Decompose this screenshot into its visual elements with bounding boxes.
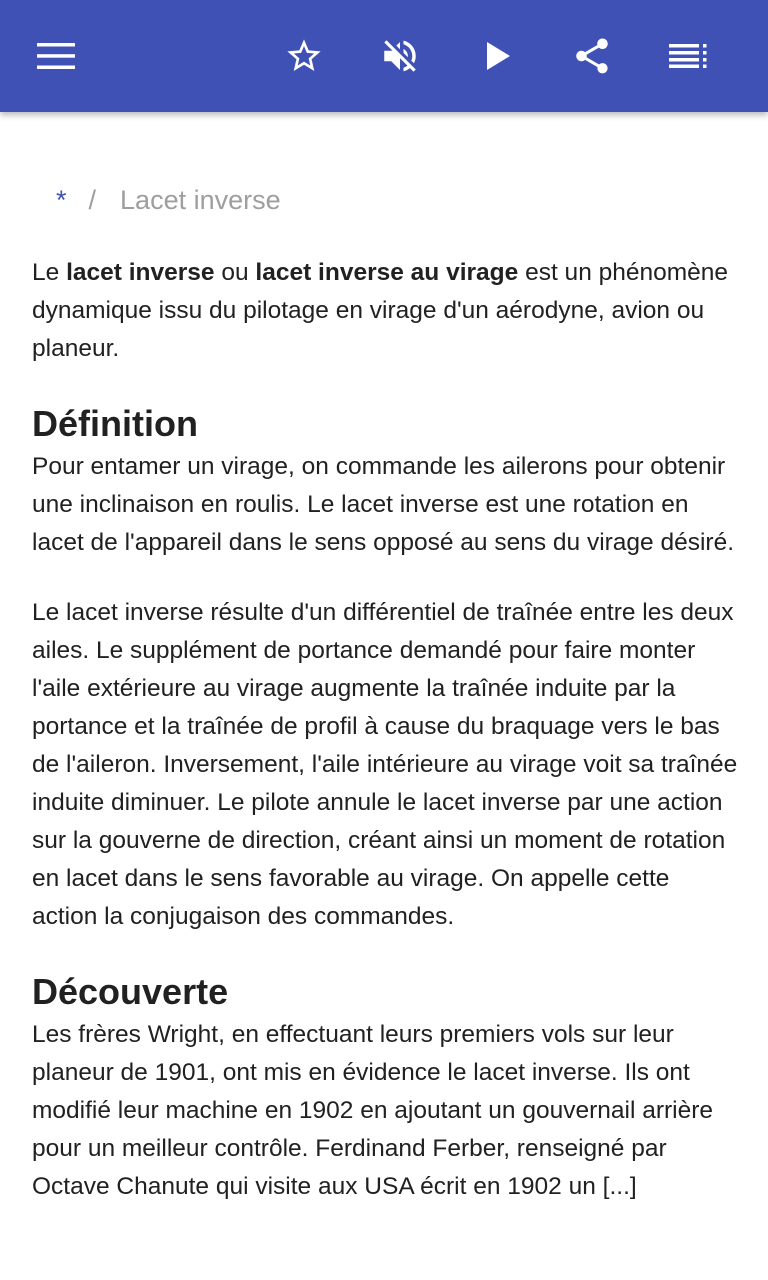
- breadcrumb-home-link[interactable]: *: [56, 184, 67, 215]
- article-view[interactable]: [0, 112, 768, 1280]
- definition-paragraph-1: Pour entamer un virage, on commande les ailerons pour obtenir une inclinaison en roulis. Le lacet inverse est une rotation en lacet de l'appareil dans le sens opposé au sens du virage désiré.: [32, 453, 735, 556]
- star-outline-icon: [283, 36, 325, 76]
- play-button[interactable]: [470, 28, 526, 84]
- share-button[interactable]: [564, 28, 620, 84]
- table-of-contents-icon: [669, 44, 707, 68]
- breadcrumb-separator: /: [88, 184, 97, 215]
- intro-text-1: Le: [32, 259, 67, 286]
- intro-text-2: ou: [214, 259, 256, 286]
- breadcrumb: [56, 180, 281, 220]
- definition-paragraph-2: Le lacet inverse résulte d'un différentiel de traînée entre les deux ailes. Le supplément de portance demandé pour faire monter l'aile extérieure au virage augmente la traînée induite par la portance et la traînée de profil à cause du braquage vers le bas de l'aileron. Inversement, l'aile intérieure au virage voit sa traînée induite diminuer. Le pilote annule le lacet inverse par une action sur la gouverne de direction, créant ainsi un moment de rotation en lacet dans le sens favorable au virage. On appelle cette action la conjugaison des commandes.: [32, 599, 738, 930]
- share-icon: [571, 35, 613, 77]
- intro-bold-term-2: lacet inverse au virage: [255, 259, 519, 286]
- intro-paragraph: [32, 254, 738, 368]
- article-body: [32, 254, 738, 1206]
- volume-off-icon: [379, 35, 421, 77]
- section-heading-decouverte: Découverte: [32, 971, 229, 1012]
- menu-button[interactable]: [28, 28, 84, 84]
- play-icon: [485, 41, 511, 71]
- intro-text-3: est un phénomène dynamique issu du pilotage en virage d'un aérodyne, avion ou planeur.: [32, 259, 729, 362]
- mute-button[interactable]: [372, 28, 428, 84]
- breadcrumb-current: Lacet inverse: [120, 184, 281, 215]
- decouverte-paragraph-1: Les frères Wright, en effectuant leurs premiers vols sur leur planeur de 1901, ont mis en évidence le lacet inverse. Ils ont modifié leur machine en 1902 en ajoutant un gouvernail arrière pour un meilleur contrôle. Ferdinand Ferber, renseigné par Octave Chanute qui visite aux USA écrit en 1902 un [...]: [32, 1021, 713, 1200]
- contents-button[interactable]: [660, 28, 716, 84]
- hamburger-menu-icon: [37, 43, 75, 69]
- app-toolbar: [0, 0, 768, 112]
- section-heading-definition: Définition: [32, 403, 198, 444]
- favorite-button[interactable]: [276, 28, 332, 84]
- intro-bold-term-1: lacet inverse: [66, 259, 215, 286]
